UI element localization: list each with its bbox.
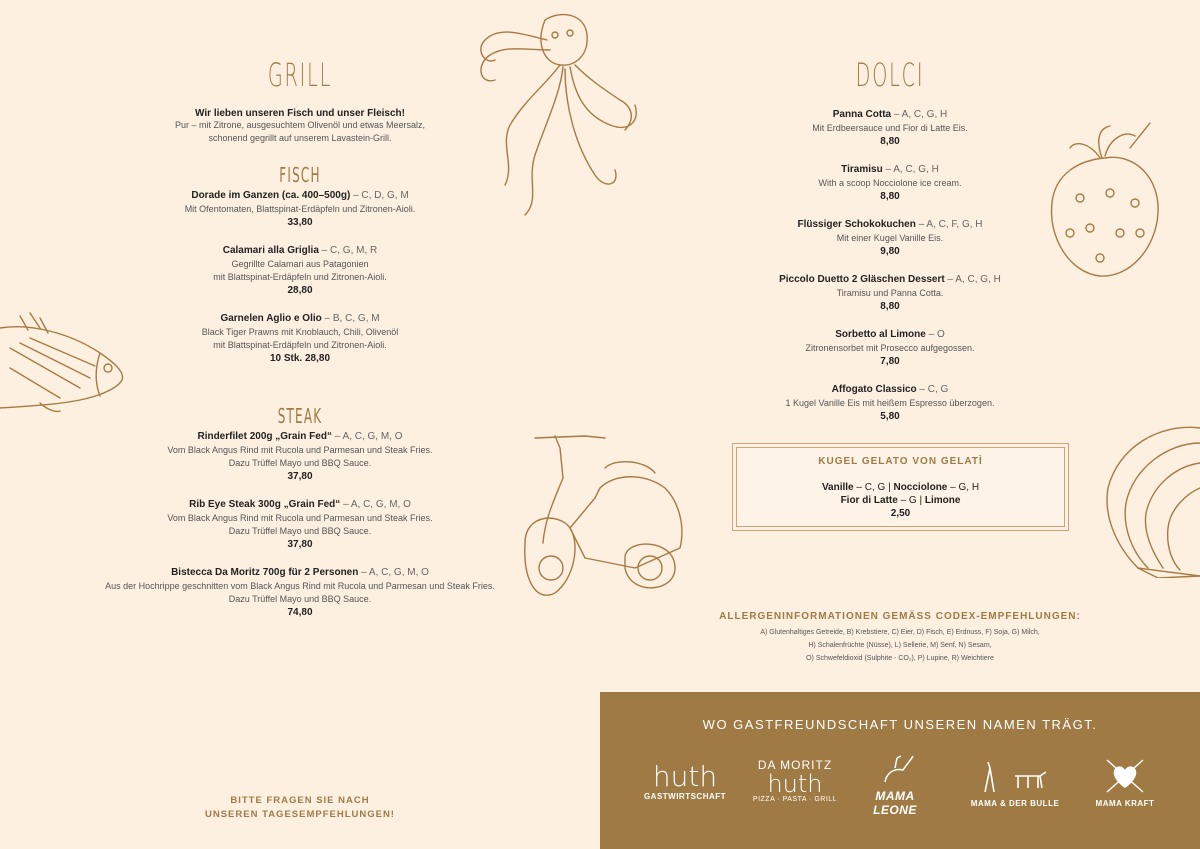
footer-title: WO GASTFREUNDSCHAFT UNSEREN NAMEN TRÄGT. bbox=[702, 717, 1098, 732]
item-allergens: – A, C, G, M, O bbox=[340, 499, 411, 510]
gelato-flavors-line bbox=[737, 481, 1064, 494]
grill-intro-line: Pur – mit Zitrone, ausgesuchtem Olivenöl und etwas Meersalz, bbox=[174, 120, 426, 130]
item-allergens: – C, D, G, M bbox=[350, 190, 409, 201]
item-desc: Gegrillte Calamari aus Patagonien bbox=[231, 259, 369, 269]
gelato-flavor: Limone bbox=[924, 495, 961, 506]
mama-leone-logo: MAMA LEONE bbox=[855, 754, 935, 817]
item-name: Calamari alla Griglia bbox=[222, 245, 319, 256]
item-price: 28,80 bbox=[287, 285, 313, 296]
gelato-price: 2,50 bbox=[890, 508, 911, 519]
gelato-title: KUGEL GELATO VON GELATÌ bbox=[818, 456, 983, 467]
menu-item bbox=[700, 328, 1080, 369]
item-name: Garnelen Aglio e Olio bbox=[220, 313, 322, 324]
mama-kraft-logo: MAMA KRAFT bbox=[1085, 758, 1165, 808]
grill-intro-title: Wir lieben unseren Fisch und unser Fleisch! bbox=[195, 108, 405, 119]
item-desc: Black Tiger Prawns mit Knoblauch, Chili, Olivenöl bbox=[201, 327, 399, 337]
item-desc: Mit einer Kugel Vanille Eis. bbox=[836, 233, 944, 243]
daily-specials-note bbox=[200, 794, 400, 822]
dolci-title: DOLCI bbox=[855, 56, 925, 94]
menu-item bbox=[700, 273, 1080, 314]
item-price: 7,80 bbox=[880, 356, 900, 367]
daily-specials-line: BITTE FRAGEN SIE NACH bbox=[230, 795, 370, 806]
menu-item bbox=[700, 108, 1080, 149]
item-allergens: – C, G bbox=[916, 384, 949, 395]
steak-title: STEAK bbox=[277, 404, 323, 428]
allergen-info bbox=[710, 611, 1090, 665]
gelato-allergens: – G, H bbox=[947, 482, 980, 493]
menu-item bbox=[60, 244, 540, 298]
item-name: Rib Eye Steak 300g „Grain Fed“ bbox=[189, 499, 341, 510]
gelato-flavor: Vanille bbox=[821, 482, 854, 493]
daily-specials-line: UNSEREN TAGESEMPFEHLUNGEN! bbox=[205, 809, 395, 820]
item-desc: Dazu Trüffel Mayo und BBQ Sauce. bbox=[228, 526, 372, 536]
item-allergens: – A, C, G, H bbox=[944, 274, 1001, 285]
item-allergens: – B, C, G, M bbox=[321, 313, 380, 324]
brand-footer bbox=[600, 692, 1200, 849]
heart-crossed-swords-icon bbox=[1103, 758, 1147, 794]
item-price: 8,80 bbox=[880, 191, 900, 202]
item-allergens: – A, C, G, H bbox=[882, 164, 939, 175]
menu-item bbox=[60, 312, 540, 366]
item-desc: mit Blattspinat-Erdäpfeln und Zitronen-Aioli. bbox=[213, 272, 387, 282]
item-desc: mit Blattspinat-Erdäpfeln und Zitronen-Aioli. bbox=[213, 340, 387, 350]
item-desc: Aus der Hochrippe geschnitten vom Black Angus Rind mit Rucola und Parmesan und Steak Fries. bbox=[105, 581, 495, 591]
bull-icon bbox=[980, 758, 1050, 794]
mama-der-bulle-logo: MAMA & DER BULLE bbox=[970, 758, 1060, 808]
grill-intro-line: schonend gegrillt auf unserem Lavastein-Grill. bbox=[208, 133, 392, 143]
item-price: 9,80 bbox=[880, 246, 900, 257]
menu-item bbox=[700, 163, 1080, 204]
item-allergens: – A, C, F, G, H bbox=[915, 219, 983, 230]
item-price: 74,80 bbox=[287, 607, 313, 618]
huth-gastwirtschaft-logo: huth GASTWIRTSCHAFT bbox=[643, 760, 727, 801]
item-name: Rinderfilet 200g „Grain Fed“ bbox=[197, 431, 332, 442]
item-name: Dorade im Ganzen (ca. 400–500g) bbox=[191, 190, 351, 201]
item-desc: 1 Kugel Vanille Eis mit heißem Espresso überzogen. bbox=[785, 398, 995, 408]
item-allergens: – A, C, G, M, O bbox=[331, 431, 403, 442]
item-price: 10 Stk. 28,80 bbox=[269, 353, 331, 364]
item-name: Flüssiger Schokokuchen bbox=[797, 219, 916, 230]
allergen-line: H) Schalenfrüchte (Nüsse), L) Sellerie, M) Senf, N) Sesam, bbox=[808, 642, 992, 649]
item-price: 33,80 bbox=[287, 217, 313, 228]
item-desc: Mit Erdbeersauce und Fior di Latte Eis. bbox=[812, 123, 968, 133]
item-name: Bistecca Da Moritz 700g für 2 Personen bbox=[171, 567, 359, 578]
shell-illustration bbox=[1098, 418, 1200, 578]
dolci-column bbox=[700, 0, 1080, 438]
gelato-allergens: – G | bbox=[897, 495, 925, 506]
item-name: Affogato Classico bbox=[831, 384, 917, 395]
allergen-line: O) Schwefeldioxid (Sulphite - CO₂), P) Lupine, R) Weichtiere bbox=[806, 655, 994, 662]
item-price: 8,80 bbox=[880, 301, 900, 312]
item-allergens: – C, G, M, R bbox=[318, 245, 378, 256]
item-allergens: – O bbox=[925, 329, 945, 340]
grill-title: GRILL bbox=[267, 56, 333, 94]
item-price: 37,80 bbox=[287, 539, 313, 550]
gelato-allergens: – C, G | bbox=[853, 482, 894, 493]
item-price: 5,80 bbox=[880, 411, 900, 422]
item-desc: With a scoop Nocciolone ice cream. bbox=[818, 178, 962, 188]
gelato-flavor: Fior di Latte bbox=[840, 495, 898, 506]
gelato-flavor: Nocciolone bbox=[893, 482, 948, 493]
item-name: Piccolo Duetto 2 Gläschen Dessert bbox=[779, 274, 945, 285]
item-name: Sorbetto al Limone bbox=[835, 329, 926, 340]
item-allergens: – A, C, G, H bbox=[891, 109, 948, 120]
item-desc: Vom Black Angus Rind mit Rucola und Parmesan und Steak Fries. bbox=[167, 445, 433, 455]
item-name: Tiramisu bbox=[841, 164, 883, 175]
item-desc: Tiramisu und Panna Cotta. bbox=[836, 288, 944, 298]
da-moritz-logo: DA MORITZ huth PIZZA · PASTA · GRILL bbox=[752, 758, 838, 803]
menu-item bbox=[60, 498, 540, 552]
fisch-title: FISCH bbox=[279, 163, 321, 187]
allergen-line: A) Glutenhaltiges Getreide, B) Krebstiere, C) Eier, D) Fisch, E) Erdnuss, F) Soja, G) Milch, bbox=[760, 629, 1040, 636]
menu-item bbox=[60, 189, 540, 230]
item-desc: Mit Ofentomaten, Blattspinat-Erdäpfeln und Zitronen-Aioli. bbox=[184, 204, 416, 214]
item-desc: Zitronensorbet mit Prosecco aufgegossen. bbox=[805, 343, 975, 353]
menu-item bbox=[700, 383, 1080, 424]
lion-rider-icon bbox=[875, 754, 915, 784]
gelato-box bbox=[732, 443, 1069, 531]
gelato-flavors-line bbox=[737, 494, 1064, 507]
grill-column bbox=[60, 0, 540, 634]
item-price: 37,80 bbox=[287, 471, 313, 482]
menu-item bbox=[60, 430, 540, 484]
scooter-illustration bbox=[515, 418, 690, 608]
item-desc: Dazu Trüffel Mayo und BBQ Sauce. bbox=[228, 594, 372, 604]
menu-item bbox=[60, 566, 540, 620]
item-desc: Vom Black Angus Rind mit Rucola und Parmesan und Steak Fries. bbox=[167, 513, 433, 523]
item-name: Panna Cotta bbox=[832, 109, 892, 120]
item-desc: Dazu Trüffel Mayo und BBQ Sauce. bbox=[228, 458, 372, 468]
menu-item bbox=[700, 218, 1080, 259]
item-allergens: – A, C, G, M, O bbox=[358, 567, 429, 578]
item-price: 8,80 bbox=[880, 136, 900, 147]
allergen-title: ALLERGENINFORMATIONEN GEMÄSS CODEX-EMPFEHLUNGEN: bbox=[719, 611, 1081, 622]
